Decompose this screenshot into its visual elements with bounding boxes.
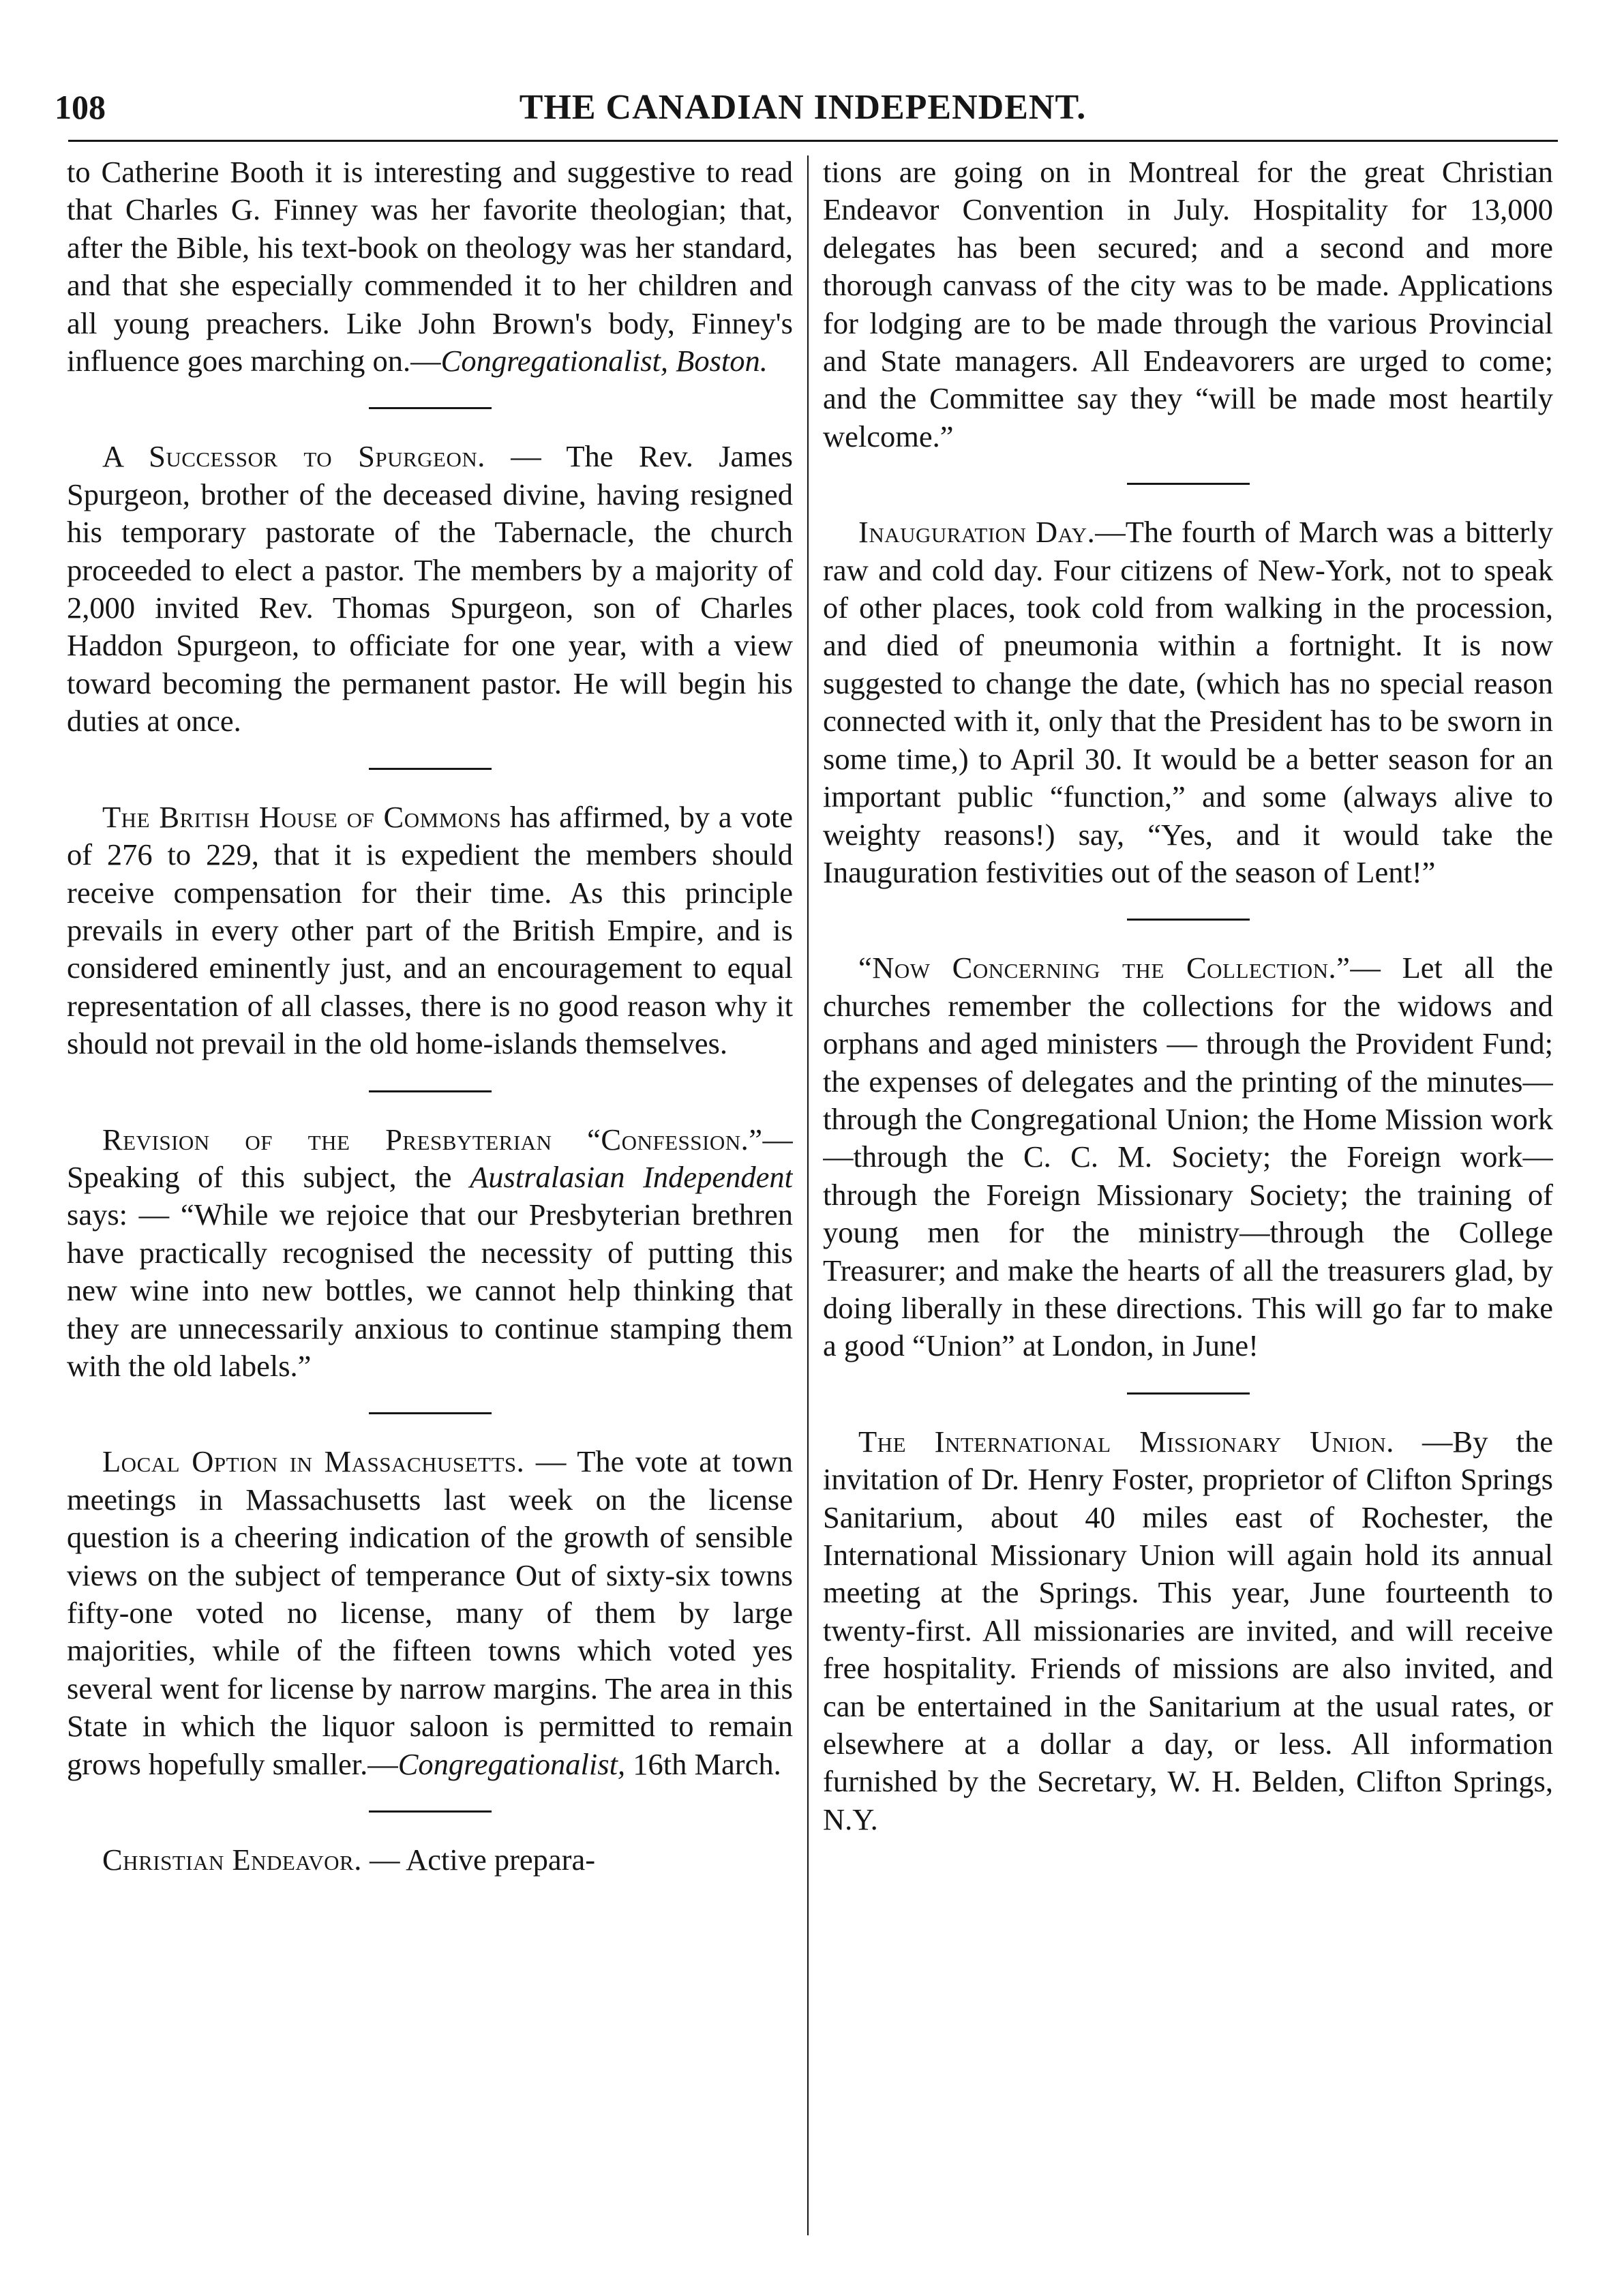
article-separator — [369, 1810, 492, 1813]
source-citation: Congregationalist, — [397, 1746, 626, 1781]
article-heading: Local Option in Massachusetts. — [102, 1444, 525, 1479]
article-separator — [1127, 483, 1250, 485]
article-collection: “Now Concerning the Collection.”— Let all the churches remember the collections for the widows and orphans and aged ministers — through the Provident Fund; the expenses of delegates and the printing of the minutes—through the Congregational Union; the Home Mission work—through the C. C. M. Society; the Foreign work—through the Foreign Missionary Society; the training of young men for the ministry—through the College Treasurer; and make the hearts of all the treasurers glad, by doing liberally in these directions. This will go far to make a good “Union” at London, in June! — [823, 951, 1553, 1363]
page-number: 108 — [55, 88, 106, 126]
article-endeavor: Christian Endeavor. — Active prepara- — [102, 1843, 596, 1877]
source-citation: Congregationalist, Boston. — [440, 344, 768, 378]
left-column — [67, 153, 793, 2241]
article-commons: The British House of Commons has affirmed, by a vote of 276 to 229, that it is expedient the members should receive compensation for their time. As this principle prevails in every other part of the British Empire, and is considered eminently just, and an encouragement to equal representation of all classes, there is no good reason why it should not prevail in the old home-islands themselves. — [67, 799, 793, 1061]
article-missionary-union: The International Missionary Union. —By the invitation of Dr. Henry Foster, proprietor of Clifton Springs Sanitarium, about 40 miles east of Rochester, the International Missionary Union will again hold its annual meeting at the Springs. This year, June fourteenth to twenty-first. All missionaries are invited, and will receive free hospitality. Friends of missions are also invited, and can be entertained in the Sanitarium at the usual rates, or elsewhere at a dollar a day, or less. All information furnished by the Secretary, W. H. Belden, Clifton Springs, N.Y. — [823, 1424, 1553, 1836]
article-presbyterian: Revision of the Presbyterian “Confession.”—Speaking of this subject, the Australasian Independent says: — “While we rejoice that our Presbyterian brethren have practically recognised the necessity of putting this new wine into new bottles, we cannot help thinking that they are unnecessarily anxious to continue stamping them with the old labels.” — [67, 1122, 793, 1383]
article-local-option: Local Option in Massachusetts. — The vote at town meetings in Massachusetts last week on the license question is a cheering indication of the growth of sensible views on the subject of temperance Out of sixty-six towns fifty-one voted no license, many of them by large majorities, while of the fifteen towns which voted yes several went for license by narrow margins. The area in this State in which the liquor saloon is permitted to remain grows hopefully smaller.—Congregationalist, 16th March. — [67, 1444, 793, 1781]
article-heading: Christian Endeavor. — [102, 1843, 362, 1877]
paper-name: Australasian Independent — [470, 1159, 793, 1194]
masthead-title: THE CANADIAN INDEPENDENT. — [519, 88, 1087, 127]
article-heading: “Now Concerning the Collection.” — [858, 951, 1351, 985]
article-separator — [369, 1412, 492, 1414]
article-separator — [369, 407, 492, 409]
article-heading: The British House of Commons — [102, 799, 502, 834]
article-spurgeon: A Successor to Spurgeon. — The Rev. James Spurgeon, brother of the deceased divine, having resigned his temporary pastorate of the Tabernacle, the church proceeded to elect a pastor. The members by a majority of 2,000 invited Rev. Thomas Spurgeon, son of Charles Haddon Spurgeon, to officiate for one year, with a view toward becoming the permanent pastor. He will begin his duties at once. — [67, 439, 793, 739]
article-inauguration: Inauguration Day.—The fourth of March was a bitterly raw and cold day. Four citizens of New-York, not to speak of other places, took cold from walking in the procession, and died of pneumonia within a fortnight. It is now suggested to change the date, (which has no special reason connected with it, only that the President has to be sworn in some time,) to April 30. It would be a better season for an important public “function,” and some (always alive to weighty reasons!) say, “Yes, and it would take the Inauguration festivities out of the season of Lent!” — [823, 515, 1553, 889]
right-column — [823, 153, 1553, 2241]
article-booth: to Catherine Booth it is interesting and suggestive to read that Charles G. Finney was her favorite theologian; that, after the Bible, his text-book on theology was her standard, and that she especially commended it to her children and all young preachers. Like John Brown's body, Finney's influence goes marching on.—Congregationalist, Boston. — [67, 155, 793, 378]
article-endeavor-continued: tions are going on in Montreal for the great Christian Endeavor Convention in July. Hospitality for 13,000 delegates has been secured; and a second and more thorough canvass of the city was to be made. Applications for lodging are to be made through the various Provincial and State managers. All Endeavorers are urged to come; and the Committee say they “will be made most heartily welcome.” — [823, 155, 1553, 453]
article-heading: The International Missionary Union. — [858, 1424, 1394, 1459]
article-separator — [1127, 1392, 1250, 1395]
article-separator — [1127, 919, 1250, 921]
page-header — [48, 80, 1558, 142]
header-rule — [68, 140, 1558, 146]
article-heading: Inauguration Day. — [858, 515, 1096, 550]
article-heading: A Successor to Spurgeon. — [102, 439, 485, 474]
article-heading: Revision of the Presbyterian “Confession.” — [102, 1122, 763, 1157]
column-divider — [807, 155, 809, 2235]
article-separator — [369, 768, 492, 770]
article-separator — [369, 1090, 492, 1092]
